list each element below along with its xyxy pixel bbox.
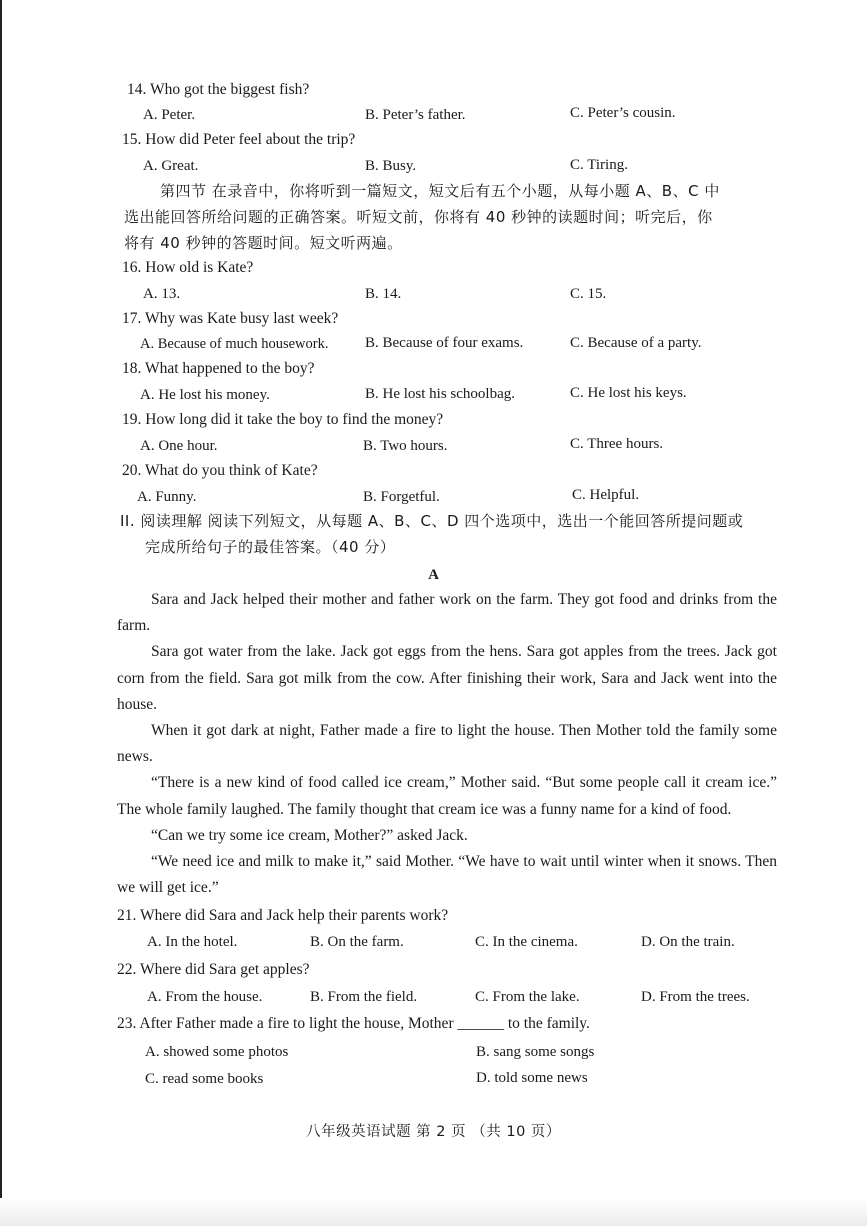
- passage-paragraph: Sara got water from the lake. Jack got eggs from the hens. Sara got apples from the trees. Jack got corn from the field. Sara got milk from the cow. After finishing their work, Sara and Jack went into the house.: [117, 643, 777, 713]
- q17-option-c: C. Because of a party.: [570, 335, 702, 351]
- q21-option-b: B. On the farm.: [310, 934, 404, 950]
- q23-option-d: D. told some news: [476, 1070, 588, 1086]
- q18-option-c: C. He lost his keys.: [570, 385, 687, 401]
- q14-option-c: C. Peter’s cousin.: [570, 105, 676, 121]
- q18-option-b: B. He lost his schoolbag.: [365, 386, 515, 402]
- q14-option-b: B. Peter’s father.: [365, 107, 466, 123]
- passage-label: A: [428, 567, 439, 583]
- q16-option-c: C. 15.: [570, 286, 607, 302]
- passage-paragraph: When it got dark at night, Father made a fire to light the house. Then Mother told the family some news.: [117, 722, 777, 766]
- page-footer: 八年级英语试题 第 2 页 （共 10 页）: [306, 1124, 561, 1140]
- q22-option-c: C. From the lake.: [475, 989, 580, 1005]
- section4-instruction-line2: 选出能回答所给问题的正确答案。听短文前，你将有 40 秒钟的读题时间；听完后，你: [124, 208, 713, 226]
- section4-instruction-line1: 第四节 在录音中，你将听到一篇短文，短文后有五个小题，从每小题 A、B、C 中: [160, 182, 720, 200]
- q19-option-a: A. One hour.: [140, 438, 218, 454]
- q17-option-a: A. Because of much housework.: [140, 336, 329, 352]
- scan-edge-line: [0, 0, 2, 1226]
- q23-option-b: B. sang some songs: [476, 1044, 595, 1060]
- question-22: 22. Where did Sara get apples?: [117, 961, 310, 978]
- question-18: 18. What happened to the boy?: [122, 360, 315, 377]
- question-15: 15. How did Peter feel about the trip?: [122, 131, 356, 148]
- passage-paragraph: “We need ice and milk to make it,” said Mother. “We have to wait until winter when it snows. Then we will get ice.”: [117, 853, 777, 897]
- question-16: 16. How old is Kate?: [122, 259, 254, 276]
- passage-paragraph: “There is a new kind of food called ice cream,” Mother said. “But some people call it cream ice.” The whole family laughed. The family thought that cream ice was a funny name for a kind of food.: [117, 774, 777, 818]
- q19-option-b: B. Two hours.: [363, 438, 448, 454]
- q23-option-c: C. read some books: [145, 1071, 264, 1087]
- passage-paragraph: Sara and Jack helped their mother and father work on the farm. They got food and drinks from the farm.: [117, 591, 777, 635]
- section4-instruction-line3: 将有 40 秒钟的答题时间。短文听两遍。: [124, 234, 403, 252]
- q22-option-b: B. From the field.: [310, 989, 418, 1005]
- question-20: 20. What do you think of Kate?: [122, 462, 318, 479]
- q20-option-c: C. Helpful.: [572, 487, 640, 503]
- q20-option-b: B. Forgetful.: [363, 489, 440, 505]
- question-21: 21. Where did Sara and Jack help their parents work?: [117, 907, 449, 924]
- q15-option-c: C. Tiring.: [570, 157, 628, 173]
- q15-option-b: B. Busy.: [365, 158, 417, 174]
- q22-option-d: D. From the trees.: [641, 989, 750, 1005]
- question-19: 19. How long did it take the boy to find the money?: [122, 411, 444, 428]
- q17-option-b: B. Because of four exams.: [365, 335, 524, 351]
- q18-option-a: A. He lost his money.: [140, 387, 270, 403]
- q22-option-a: A. From the house.: [147, 989, 263, 1005]
- q19-option-c: C. Three hours.: [570, 436, 664, 452]
- reading-section-header-line1: II. 阅读理解 阅读下列短文，从每题 A、B、C、D 四个选项中，选出一个能回答所提问题或: [120, 512, 744, 530]
- q14-option-a: A. Peter.: [143, 107, 196, 123]
- question-17: 17. Why was Kate busy last week?: [122, 310, 339, 327]
- q16-option-a: A. 13.: [143, 286, 181, 302]
- passage-body: [117, 587, 777, 901]
- q21-option-c: C. In the cinema.: [475, 934, 578, 950]
- q21-option-d: D. On the train.: [641, 934, 735, 950]
- q23-option-a: A. showed some photos: [145, 1044, 289, 1060]
- q20-option-a: A. Funny.: [137, 489, 197, 505]
- q16-option-b: B. 14.: [365, 286, 402, 302]
- reading-section-header-line2: 完成所给句子的最佳答案。（40 分）: [145, 538, 396, 556]
- question-14: 14. Who got the biggest fish?: [127, 81, 310, 98]
- q21-option-a: A. In the hotel.: [147, 934, 238, 950]
- passage-paragraph: “Can we try some ice cream, Mother?” asked Jack.: [151, 826, 468, 844]
- question-23: 23. After Father made a fire to light the house, Mother ______ to the family.: [117, 1015, 590, 1032]
- q15-option-a: A. Great.: [143, 158, 199, 174]
- scan-bottom-shade: [0, 1198, 867, 1226]
